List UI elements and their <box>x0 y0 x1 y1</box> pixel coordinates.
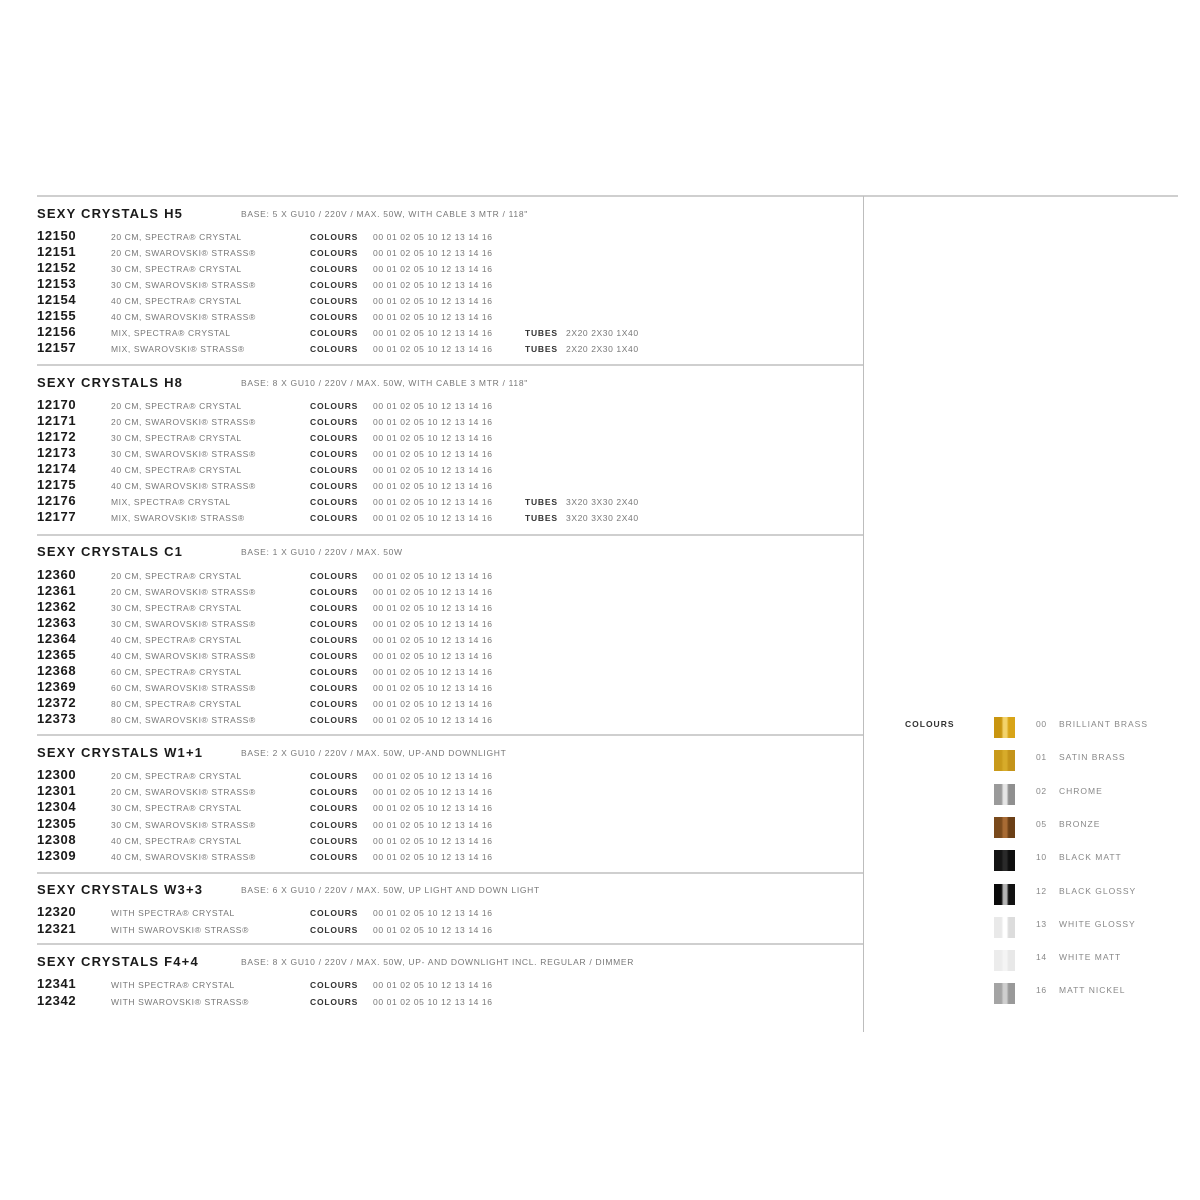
colour-number: 13 <box>1036 919 1047 929</box>
colour-codes: 00 01 02 05 10 12 13 14 16 <box>373 997 493 1007</box>
colours-label: COLOURS <box>310 481 359 491</box>
section-base-spec: BASE: 8 X GU10 / 220V / MAX. 50W, WITH CABLE 3 MTR / 118" <box>241 378 528 388</box>
product-description: 80 CM, SPECTRA® CRYSTAL <box>111 699 242 709</box>
colour-codes: 00 01 02 05 10 12 13 14 16 <box>373 771 493 781</box>
colour-swatch <box>994 717 1015 738</box>
colour-codes: 00 01 02 05 10 12 13 14 16 <box>373 481 493 491</box>
colours-label: COLOURS <box>310 497 359 507</box>
section-base-spec: BASE: 2 X GU10 / 220V / MAX. 50W, UP-AND DOWNLIGHT <box>241 748 507 758</box>
tubes-values: 3X20 3X30 2X40 <box>566 513 639 523</box>
product-description: 40 CM, SPECTRA® CRYSTAL <box>111 296 242 306</box>
colours-label: COLOURS <box>310 908 359 918</box>
colour-name: BLACK MATT <box>1059 852 1122 862</box>
product-row <box>37 799 863 815</box>
product-code: 12152 <box>37 260 77 275</box>
product-description: 20 CM, SPECTRA® CRYSTAL <box>111 771 242 781</box>
product-row <box>37 228 863 244</box>
section-divider <box>37 534 863 536</box>
product-code: 12304 <box>37 799 77 815</box>
colours-label: COLOURS <box>310 328 359 338</box>
product-code: 12321 <box>37 921 77 936</box>
colours-label: COLOURS <box>310 248 359 258</box>
product-code: 12368 <box>37 663 77 678</box>
product-code: 12150 <box>37 228 77 243</box>
colour-codes: 00 01 02 05 10 12 13 14 16 <box>373 603 493 613</box>
product-row <box>37 276 863 292</box>
colours-label: COLOURS <box>310 449 359 459</box>
product-code: 12363 <box>37 615 77 630</box>
product-description: 30 CM, SPECTRA® CRYSTAL <box>111 433 242 443</box>
product-description: WITH SPECTRA® CRYSTAL <box>111 908 235 918</box>
product-description: 20 CM, SPECTRA® CRYSTAL <box>111 232 242 242</box>
product-description: 40 CM, SPECTRA® CRYSTAL <box>111 465 242 475</box>
product-code: 12175 <box>37 477 77 492</box>
colour-codes: 00 01 02 05 10 12 13 14 16 <box>373 787 493 798</box>
section-title: SEXY CRYSTALS W3+3 <box>37 882 204 897</box>
colour-swatch <box>994 917 1015 938</box>
colour-codes: 00 01 02 05 10 12 13 14 16 <box>373 819 493 830</box>
product-row <box>37 308 863 324</box>
product-description: 30 CM, SWAROVSKI® STRASS® <box>111 619 256 629</box>
product-description: 30 CM, SPECTRA® CRYSTAL <box>111 603 242 613</box>
product-description: 20 CM, SWAROVSKI® STRASS® <box>111 587 256 597</box>
product-code: 12301 <box>37 783 77 799</box>
product-code: 12157 <box>37 340 77 355</box>
product-code: 12153 <box>37 276 77 291</box>
product-row <box>37 832 863 848</box>
colours-label: COLOURS <box>310 925 359 935</box>
product-description: 20 CM, SWAROVSKI® STRASS® <box>111 417 256 427</box>
section-base-spec: BASE: 6 X GU10 / 220V / MAX. 50W, UP LIGHT AND DOWN LIGHT <box>241 885 540 895</box>
product-description: 30 CM, SWAROVSKI® STRASS® <box>111 280 256 290</box>
product-row <box>37 993 863 1009</box>
section-base-spec: BASE: 5 X GU10 / 220V / MAX. 50W, WITH CABLE 3 MTR / 118" <box>241 209 528 219</box>
colours-label: COLOURS <box>310 312 359 322</box>
colour-swatch <box>994 983 1015 1004</box>
section-title: SEXY CRYSTALS H8 <box>37 375 184 390</box>
product-row <box>37 244 863 260</box>
tubes-values: 2X20 2X30 1X40 <box>566 344 639 354</box>
tubes-label: TUBES <box>525 497 558 507</box>
product-code: 12373 <box>37 711 77 726</box>
section-divider <box>37 872 863 874</box>
colour-number: 12 <box>1036 886 1047 896</box>
product-description: 60 CM, SPECTRA® CRYSTAL <box>111 667 242 677</box>
colour-codes: 00 01 02 05 10 12 13 14 16 <box>373 980 493 990</box>
colours-label: COLOURS <box>310 264 359 274</box>
product-row <box>37 260 863 276</box>
colours-label: COLOURS <box>310 835 359 846</box>
colour-codes: 00 01 02 05 10 12 13 14 16 <box>373 925 493 935</box>
colour-swatch <box>994 750 1015 771</box>
product-row <box>37 767 863 783</box>
colours-label: COLOURS <box>310 683 359 693</box>
colour-codes: 00 01 02 05 10 12 13 14 16 <box>373 280 493 290</box>
product-row <box>37 848 863 864</box>
colour-codes: 00 01 02 05 10 12 13 14 16 <box>373 635 493 645</box>
product-row <box>37 976 863 992</box>
colour-codes: 00 01 02 05 10 12 13 14 16 <box>373 587 493 597</box>
colours-label: COLOURS <box>310 603 359 613</box>
colour-swatch <box>994 784 1015 805</box>
colours-label: COLOURS <box>310 465 359 475</box>
product-description: 40 CM, SWAROVSKI® STRASS® <box>111 651 256 661</box>
product-row <box>37 816 863 832</box>
colour-number: 14 <box>1036 952 1047 962</box>
product-row <box>37 493 863 509</box>
product-code: 12309 <box>37 848 77 863</box>
product-description: 30 CM, SWAROVSKI® STRASS® <box>111 819 256 830</box>
colour-swatch <box>994 950 1015 971</box>
tubes-label: TUBES <box>525 344 558 354</box>
product-row <box>37 429 863 445</box>
product-description: 40 CM, SPECTRA® CRYSTAL <box>111 635 242 645</box>
section-title: SEXY CRYSTALS W1+1 <box>37 745 204 760</box>
product-code: 12362 <box>37 599 77 614</box>
product-row <box>37 695 863 711</box>
product-row <box>37 509 863 525</box>
colour-codes: 00 01 02 05 10 12 13 14 16 <box>373 433 493 443</box>
product-code: 12151 <box>37 244 77 259</box>
product-description: 20 CM, SPECTRA® CRYSTAL <box>111 571 242 581</box>
product-code: 12173 <box>37 445 77 460</box>
section-title: SEXY CRYSTALS F4+4 <box>37 954 199 969</box>
colour-number: 01 <box>1036 752 1047 762</box>
colour-number: 10 <box>1036 852 1047 862</box>
colour-name: BLACK GLOSSY <box>1059 886 1137 896</box>
product-code: 12372 <box>37 695 77 710</box>
product-description: 20 CM, SWAROVSKI® STRASS® <box>111 787 256 798</box>
product-row <box>37 461 863 477</box>
product-description: 20 CM, SPECTRA® CRYSTAL <box>111 401 242 411</box>
colour-swatch <box>994 884 1015 905</box>
product-description: 60 CM, SWAROVSKI® STRASS® <box>111 683 256 693</box>
colours-label: COLOURS <box>310 280 359 290</box>
product-row <box>37 599 863 615</box>
product-description: MIX, SWAROVSKI® STRASS® <box>111 344 245 354</box>
colours-label: COLOURS <box>310 296 359 306</box>
colours-label: COLOURS <box>310 417 359 427</box>
product-code: 12172 <box>37 429 77 444</box>
colour-codes: 00 01 02 05 10 12 13 14 16 <box>373 803 493 814</box>
section-title: SEXY CRYSTALS C1 <box>37 544 184 559</box>
colour-codes: 00 01 02 05 10 12 13 14 16 <box>373 264 493 274</box>
colours-label: COLOURS <box>310 401 359 411</box>
colour-codes: 00 01 02 05 10 12 13 14 16 <box>373 513 493 523</box>
product-row <box>37 324 863 340</box>
column-divider <box>863 196 864 1032</box>
colours-label: COLOURS <box>310 651 359 661</box>
product-code: 12174 <box>37 461 77 476</box>
product-description: WITH SPECTRA® CRYSTAL <box>111 980 235 990</box>
colours-label: COLOURS <box>310 513 359 523</box>
colour-number: 16 <box>1036 985 1047 995</box>
colour-codes: 00 01 02 05 10 12 13 14 16 <box>373 296 493 306</box>
colours-label: COLOURS <box>310 587 359 597</box>
colours-label: COLOURS <box>310 619 359 629</box>
product-description: 30 CM, SPECTRA® CRYSTAL <box>111 264 242 274</box>
product-code: 12342 <box>37 993 77 1008</box>
colour-codes: 00 01 02 05 10 12 13 14 16 <box>373 401 493 411</box>
product-description: MIX, SPECTRA® CRYSTAL <box>111 328 231 338</box>
product-description: WITH SWAROVSKI® STRASS® <box>111 925 249 935</box>
product-description: WITH SWAROVSKI® STRASS® <box>111 997 249 1007</box>
product-code: 12177 <box>37 509 77 524</box>
colour-codes: 00 01 02 05 10 12 13 14 16 <box>373 619 493 629</box>
colours-label: COLOURS <box>310 997 359 1007</box>
product-description: 30 CM, SPECTRA® CRYSTAL <box>111 803 242 814</box>
tubes-label: TUBES <box>525 328 558 338</box>
product-description: 30 CM, SWAROVSKI® STRASS® <box>111 449 256 459</box>
colour-name: BRILLIANT BRASS <box>1059 719 1149 729</box>
product-code: 12365 <box>37 647 77 662</box>
product-code: 12156 <box>37 324 77 339</box>
colours-label: COLOURS <box>310 344 359 354</box>
colour-codes: 00 01 02 05 10 12 13 14 16 <box>373 417 493 427</box>
colour-codes: 00 01 02 05 10 12 13 14 16 <box>373 699 493 709</box>
colours-label: COLOURS <box>310 852 359 862</box>
section-divider <box>37 943 863 945</box>
colour-codes: 00 01 02 05 10 12 13 14 16 <box>373 683 493 693</box>
product-row <box>37 783 863 799</box>
colour-codes: 00 01 02 05 10 12 13 14 16 <box>373 908 493 918</box>
colour-name: SATIN BRASS <box>1059 752 1126 762</box>
product-row <box>37 904 863 920</box>
product-code: 12341 <box>37 976 77 991</box>
product-code: 12300 <box>37 767 77 782</box>
product-code: 12364 <box>37 631 77 646</box>
product-code: 12361 <box>37 583 77 598</box>
colours-label: COLOURS <box>310 819 359 830</box>
colour-codes: 00 01 02 05 10 12 13 14 16 <box>373 232 493 242</box>
tubes-label: TUBES <box>525 513 558 523</box>
product-code: 12320 <box>37 904 77 919</box>
colour-codes: 00 01 02 05 10 12 13 14 16 <box>373 449 493 459</box>
colour-codes: 00 01 02 05 10 12 13 14 16 <box>373 571 493 581</box>
colour-codes: 00 01 02 05 10 12 13 14 16 <box>373 667 493 677</box>
colour-number: 02 <box>1036 786 1047 796</box>
colour-number: 00 <box>1036 719 1047 729</box>
section-divider <box>37 734 863 736</box>
colour-codes: 00 01 02 05 10 12 13 14 16 <box>373 835 493 846</box>
colours-label: COLOURS <box>310 571 359 581</box>
colours-label: COLOURS <box>310 803 359 814</box>
product-code: 12170 <box>37 397 77 412</box>
product-row <box>37 397 863 413</box>
colour-codes: 00 01 02 05 10 12 13 14 16 <box>373 465 493 475</box>
product-code: 12171 <box>37 413 77 428</box>
product-description: MIX, SPECTRA® CRYSTAL <box>111 497 231 507</box>
product-description: 20 CM, SWAROVSKI® STRASS® <box>111 248 256 258</box>
colour-swatch <box>994 817 1015 838</box>
product-row <box>37 711 863 727</box>
product-code: 12154 <box>37 292 77 307</box>
product-row <box>37 615 863 631</box>
product-code: 12155 <box>37 308 77 323</box>
colour-name: BRONZE <box>1059 819 1101 829</box>
colour-name: MATT NICKEL <box>1059 985 1126 995</box>
product-row <box>37 679 863 695</box>
colour-codes: 00 01 02 05 10 12 13 14 16 <box>373 651 493 661</box>
product-code: 12360 <box>37 567 77 582</box>
section-base-spec: BASE: 8 X GU10 / 220V / MAX. 50W, UP- AND DOWNLIGHT INCL. REGULAR / DIMMER <box>241 957 635 967</box>
tubes-values: 2X20 2X30 1X40 <box>566 328 639 338</box>
section-base-spec: BASE: 1 X GU10 / 220V / MAX. 50W <box>241 547 403 557</box>
product-description: 40 CM, SPECTRA® CRYSTAL <box>111 835 242 846</box>
product-row <box>37 477 863 493</box>
product-code: 12308 <box>37 831 77 847</box>
section-divider <box>37 364 863 366</box>
top-divider <box>37 195 1178 197</box>
product-row <box>37 292 863 308</box>
product-description: MIX, SWAROVSKI® STRASS® <box>111 513 245 523</box>
product-description: 40 CM, SWAROVSKI® STRASS® <box>111 481 256 491</box>
colours-label: COLOURS <box>310 667 359 677</box>
colour-codes: 00 01 02 05 10 12 13 14 16 <box>373 248 493 258</box>
colour-codes: 00 01 02 05 10 12 13 14 16 <box>373 344 493 354</box>
product-code: 12305 <box>37 815 77 831</box>
colours-label: COLOURS <box>310 635 359 645</box>
colour-name: WHITE GLOSSY <box>1059 919 1136 929</box>
colour-name: CHROME <box>1059 786 1103 796</box>
colours-label: COLOURS <box>310 771 359 781</box>
product-row <box>37 631 863 647</box>
colour-number: 05 <box>1036 819 1047 829</box>
product-code: 12369 <box>37 679 77 694</box>
colours-label: COLOURS <box>310 980 359 990</box>
colours-label: COLOURS <box>310 232 359 242</box>
colour-codes: 00 01 02 05 10 12 13 14 16 <box>373 715 493 725</box>
product-row <box>37 921 863 937</box>
section-title: SEXY CRYSTALS H5 <box>37 206 184 221</box>
colour-codes: 00 01 02 05 10 12 13 14 16 <box>373 852 493 862</box>
product-row <box>37 663 863 679</box>
colours-label: COLOURS <box>310 433 359 443</box>
product-row <box>37 445 863 461</box>
product-code: 12176 <box>37 493 77 508</box>
product-description: 40 CM, SWAROVSKI® STRASS® <box>111 312 256 322</box>
product-row <box>37 413 863 429</box>
product-row <box>37 583 863 599</box>
product-row <box>37 647 863 663</box>
colour-name: WHITE MATT <box>1059 952 1122 962</box>
colour-codes: 00 01 02 05 10 12 13 14 16 <box>373 312 493 322</box>
colours-label: COLOURS <box>310 787 359 798</box>
product-row <box>37 567 863 583</box>
colours-label: COLOURS <box>310 715 359 725</box>
colours-label: COLOURS <box>310 699 359 709</box>
product-description: 80 CM, SWAROVSKI® STRASS® <box>111 715 256 725</box>
legend-title: COLOURS <box>905 719 955 729</box>
product-description: 40 CM, SWAROVSKI® STRASS® <box>111 852 256 862</box>
tubes-values: 3X20 3X30 2X40 <box>566 497 639 507</box>
colour-swatch <box>994 850 1015 871</box>
colour-codes: 00 01 02 05 10 12 13 14 16 <box>373 497 493 507</box>
colour-codes: 00 01 02 05 10 12 13 14 16 <box>373 328 493 338</box>
product-row <box>37 340 863 356</box>
